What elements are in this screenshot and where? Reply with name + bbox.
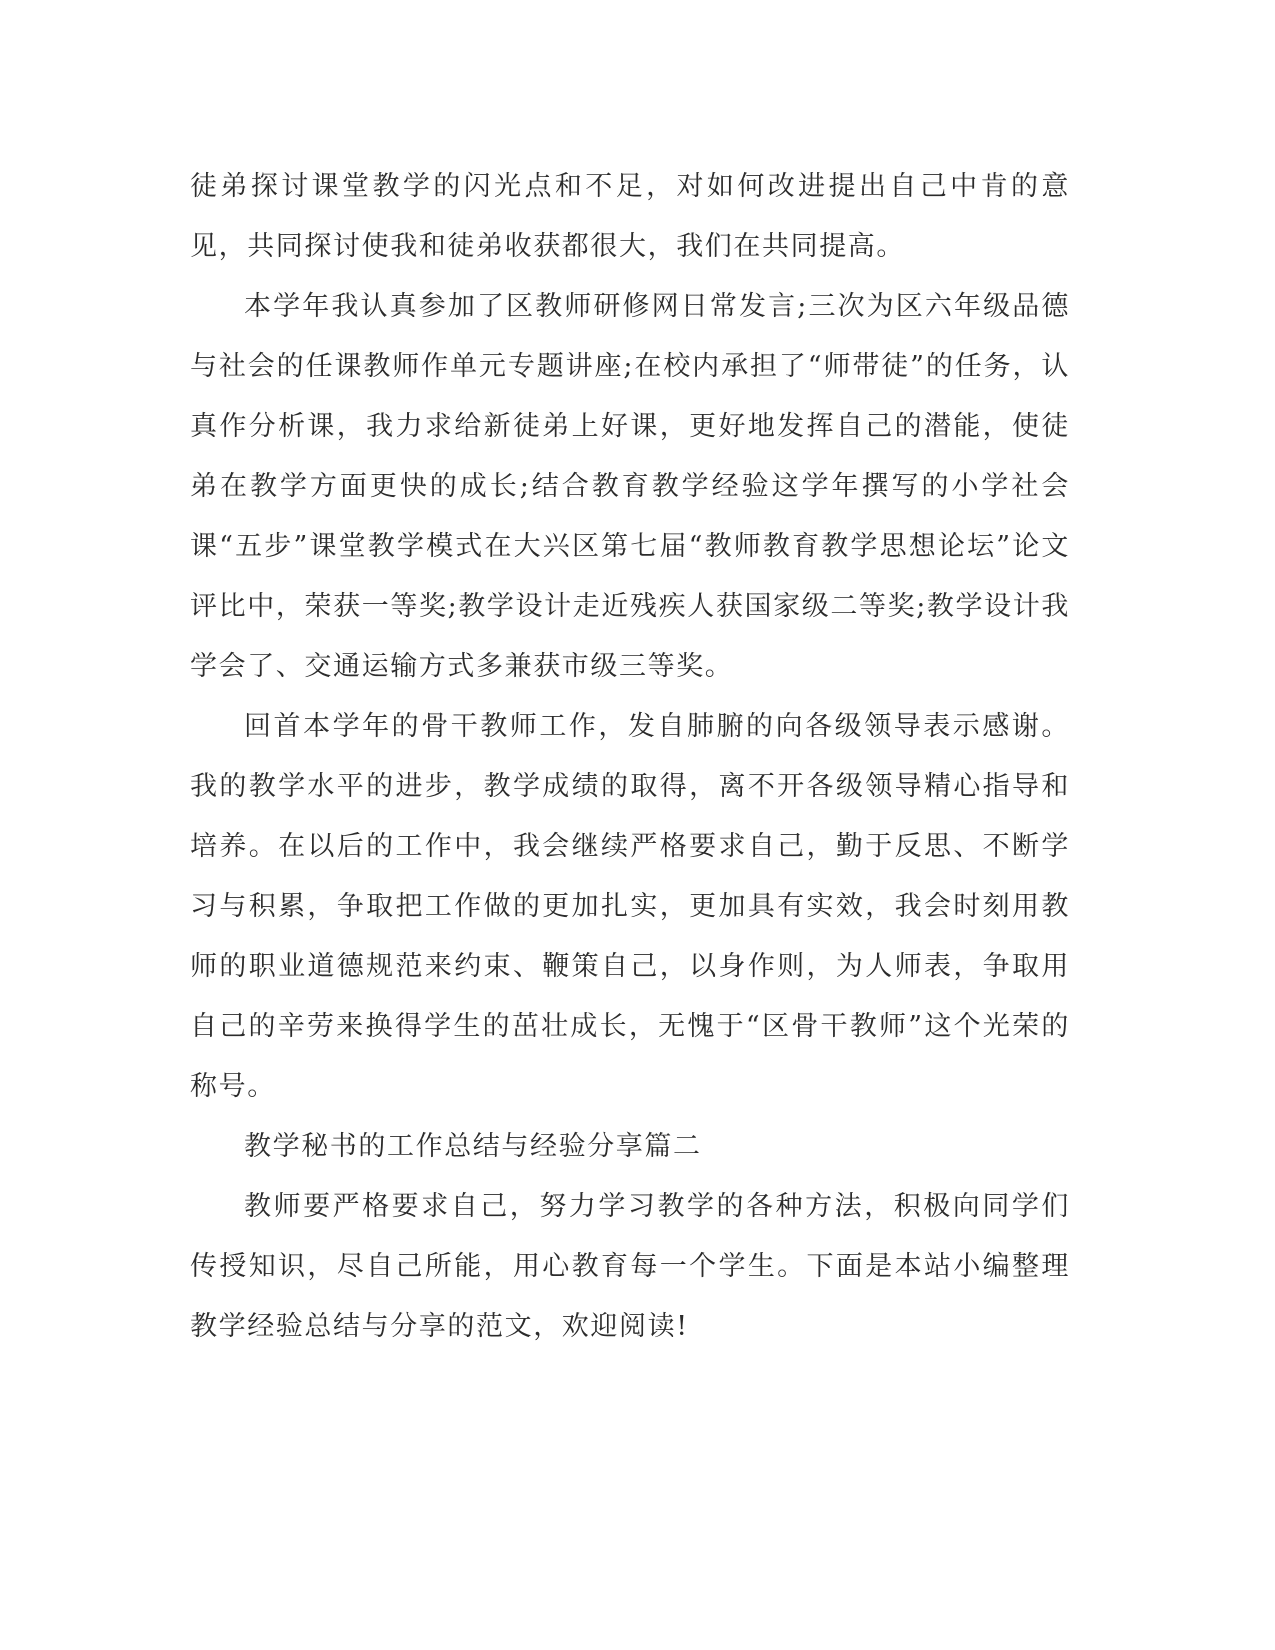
document-body	[190, 157, 1070, 1357]
paragraph-continuation: 徒弟探讨课堂教学的闪光点和不足，对如何改进提出自己中肯的意见，共同探讨使我和徒弟收获都很大，我们在共同提高。	[190, 171, 1070, 262]
paragraph-annual-activities: 本学年我认真参加了区教师研修网日常发言;三次为区六年级品德与社会的任课教师作单元专题讲座;在校内承担了“师带徒”的任务，认真作分析课，我力求给新徒弟上好课，更好地发挥自己的潜能，使徒弟在教学方面更快的成长;结合教育教学经验这学年撰写的小学社会课“五步”课堂教学模式在大兴区第七届“教师教育教学思想论坛”论文评比中，荣获一等奖;教学设计走近残疾人获国家级二等奖;教学设计我学会了、交通运输方式多兼获市级三等奖。	[190, 291, 1070, 682]
paragraph-intro: 教师要严格要求自己，努力学习教学的各种方法，积极向同学们传授知识，尽自己所能，用心教育每一个学生。下面是本站小编整理教学经验总结与分享的范文，欢迎阅读!	[190, 1191, 1070, 1342]
paragraph-reflection: 回首本学年的骨干教师工作，发自肺腑的向各级领导表示感谢。我的教学水平的进步，教学成绩的取得，离不开各级领导精心指导和培养。在以后的工作中，我会继续严格要求自己，勤于反思、不断学习与积累，争取把工作做的更加扎实，更加具有实效，我会时刻用教师的职业道德规范来约束、鞭策自己，以身作则，为人师表，争取用自己的辛劳来换得学生的茁壮成长，无愧于“区骨干教师”这个光荣的称号。	[190, 711, 1070, 1102]
section-heading: 教学秘书的工作总结与经验分享篇二	[244, 1131, 702, 1162]
